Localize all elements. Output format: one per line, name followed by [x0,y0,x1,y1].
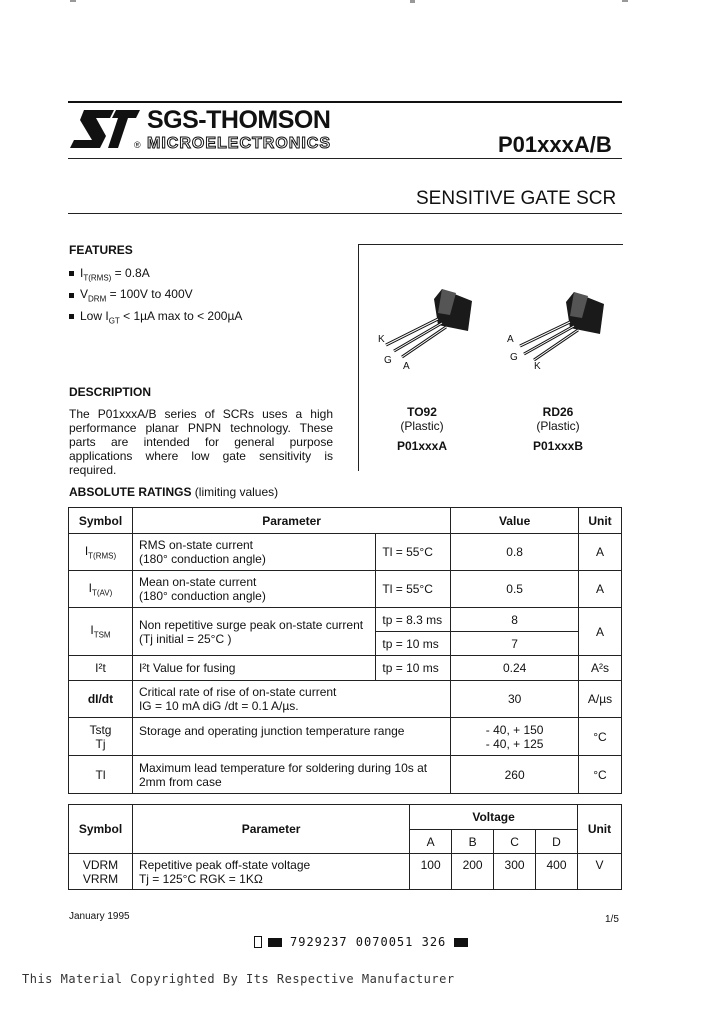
feature-list [69,265,242,329]
ratings-heading: ABSOLUTE RATINGS (limiting values) [69,485,279,499]
feature-item: Low $I_{GT} < 1\mu A$ max to < 200µA [69,308,242,329]
pin-label: G [384,355,392,366]
part-number: P01xxxA/B [498,132,612,157]
pin-label: K [378,334,385,345]
copyright-notice: This Material Copyrighted By Its Respective Manufacturer [22,972,455,986]
table-row: dI/dt Critical rate of rise of on-state current IG = 10 mA diG /dt = 0.1 A/µs. 30 A/µs [69,681,622,718]
table-header-row: Symbol Parameter Voltage Unit [69,805,622,830]
package-caption: RD26 (Plastic) P01xxxB [532,405,584,453]
feature-item: $V_{DRM} = 100V$ to 400V [69,286,242,307]
svg-text:®: ® [134,140,141,150]
table-row: VDRM VRRM Repetitive peak off-state voltage Tj = 125°C RGK = 1KΩ 100 200 300 400 V [69,854,622,890]
rd26-package-image [508,288,618,378]
table-header-row: Symbol Parameter Value Unit [69,508,622,534]
feature-item: $I_{T(RMS)} = 0.8A$ [69,265,242,286]
absolute-ratings-table [68,507,622,794]
table-row: Tstg Tj Storage and operating junction temperature range - 40, + 150 - 40, + 125 °C [69,718,622,756]
pin-label: K [534,361,541,372]
brand-name: SGS-THOMSON [147,106,331,134]
description-text: The P01xxxA/B series of SCRs uses a high performance planar PNPN technology. These parts are intended for general purpose applications where low gate sensitivity is required. [69,407,333,477]
table-row: $I_{TSM}$ Non repetitive surge peak on-state current (Tj initial = 25°C ) tp = 8.3 ms 8 A [69,608,622,632]
voltage-table [68,804,622,890]
pin-label: G [510,352,518,363]
package-caption: TO92 (Plastic) P01xxxA [396,405,448,453]
barcode-strip: 7929237 0070051 326 [254,935,468,949]
table-row: $I_{T(AV)}$ Mean on-state current (180° conduction angle) Tl = 55°C 0.5 A [69,571,622,608]
pin-label: A [507,334,514,345]
pin-label: A [403,361,410,372]
document-date: January 1995 [69,911,130,922]
features-heading: FEATURES [69,243,133,257]
table-row: Tl Maximum lead temperature for soldering during 10s at 2mm from case 260 °C [69,756,622,794]
st-logo-icon [70,108,142,150]
table-row: I²t I²t Value for fusing tp = 10 ms 0.24 A²s [69,656,622,681]
table-row: tp = 10 ms 7 [69,632,622,656]
table-row: $I_{T(RMS)}$ RMS on-state current (180° conduction angle) Tl = 55°C 0.8 A [69,534,622,571]
document-title: SENSITIVE GATE SCR [416,188,617,209]
table-header-row: A B C D [69,830,622,854]
page-number: 1/5 [605,914,619,925]
brand-subtitle: MICROELECTRONICS [147,135,331,152]
description-heading: DESCRIPTION [69,385,152,399]
